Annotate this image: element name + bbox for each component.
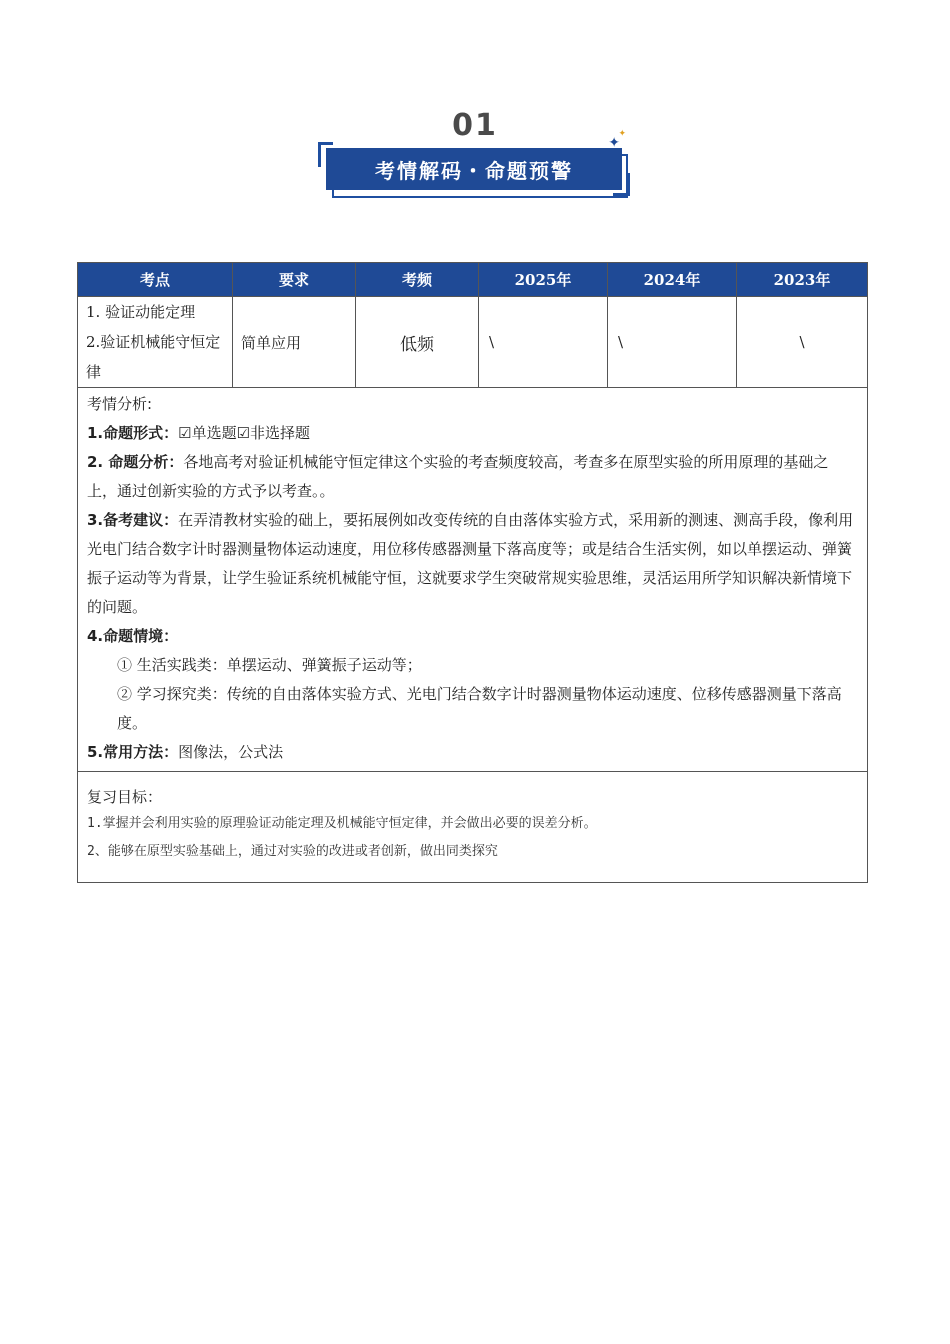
requirement-cell: 简单应用 [233,297,356,388]
table-row [78,297,868,388]
frequency-cell: 低频 [356,297,479,388]
exam-analysis-table [77,262,868,883]
column-header: 要求 [233,263,356,297]
banner-title: 考情解码・命题预警 [326,148,622,190]
exam-advice [87,506,858,622]
context-item: ② 学习探究类：传统的自由落体实验方式、光电门结合数字计时器测量物体运动速度、位移传感器测量下落高度。 [117,685,842,732]
sparkle-icon: ✦ [608,135,620,151]
year-2024-cell: \ [608,297,737,388]
review-item: 2、能够在原型实验基础上，通过对实验的改进或者创新，做出同类探究 [87,844,498,859]
column-header: 考频 [356,263,479,297]
review-cell [78,772,868,883]
topic-cell [78,297,233,388]
exam-advice-text: 在弄清教材实验的础上，要拓展例如改变传统的自由落体实验方式，采用新的测速、测高手段，像利用光电门结合数字计时器测量物体运动速度，用位移传感器测量下落高度等；或是结合生活实例，如以单摆运动、弹簧振子运动等为背景，让学生验证系统机械能守恒，这就要求学生突破常规实验思维，灵活运用所学知识解决新情境下的问题。 [87,511,854,616]
common-methods-label: 5.常用方法： [87,743,179,761]
analysis-title: 考情分析: [87,395,153,413]
review-title: 复习目标： [87,788,163,806]
question-analysis [87,448,858,506]
analysis-row [78,388,868,772]
column-header: 2023年 [737,263,868,297]
column-header: 考点 [78,263,233,297]
question-analysis-label: 2. 命题分析： [87,453,184,471]
common-methods-text: 图像法，公式法 [178,743,284,761]
section-banner [318,129,634,198]
question-context [87,622,858,651]
column-header: 2024年 [608,263,737,297]
common-methods [87,738,858,767]
review-item: 1.掌握并会利用实验的原理验证动能定理及机械能守恒定律，并会做出必要的误差分析。 [87,816,597,831]
section-number: 01 [452,108,498,143]
year-2023-cell: \ [737,297,868,388]
table-header-row [78,263,868,297]
context-item: ① 生活实践类：单摆运动、弹簧振子运动等； [117,656,422,674]
exam-advice-label: 3.备考建议： [87,511,179,529]
question-form [87,419,858,448]
question-form-label: 1.命题形式： [87,424,179,442]
checkbox-option: ☑单选题 [178,424,237,442]
column-header: 2025年 [479,263,608,297]
review-row [78,772,868,883]
banner-frame-corner [613,173,630,196]
analysis-cell [78,388,868,772]
question-context-label: 4.命题情境： [87,627,179,645]
question-analysis-text: 各地高考对验证机械能守恒定律这个实验的考查频度较高，考查多在原型实验的所用原理的基础之上，通过创新实验的方式予以考查。。 [87,453,829,500]
year-2025-cell: \ [479,297,608,388]
topic-item: 1. 验证动能定理 [86,303,196,321]
topic-item: 2.验证机械能守恒定律 [86,333,221,381]
checkbox-option: ☑非选择题 [236,424,311,442]
sparkle-icon: ✦ [618,129,626,139]
